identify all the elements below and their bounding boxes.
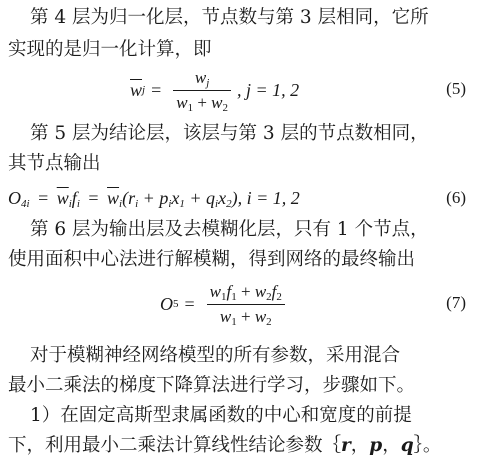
param-q: q xyxy=(400,435,414,456)
eq7-num-plus: + xyxy=(240,281,251,301)
eq7-num-f1: f xyxy=(226,281,232,301)
eq7-den-w1: w xyxy=(219,306,232,326)
eq5-number: (5) xyxy=(446,79,466,98)
p5-comma-1: ， xyxy=(350,435,370,456)
paragraph-3-line-2: 使用面积中心法进行解模糊，得到网络的最终输出 xyxy=(8,249,416,270)
eq6-o-sub: 4i xyxy=(21,198,30,210)
paragraph-2-line-1: 第 5 层为结论层，该层与第 3 层的节点数相同， xyxy=(30,123,429,144)
eq6-w1-sub: i xyxy=(68,198,72,210)
eq5-den-b: w xyxy=(211,92,223,112)
eq5-lhs: $\overline{w}$ xyxy=(130,79,143,100)
paragraph-5-line-1: 1）在固定高斯型隶属函数的中心和宽度的前提 xyxy=(30,405,412,426)
eq6-tail: ), i = 1, 2 xyxy=(231,188,300,208)
eq5-den-a-sub: 1 xyxy=(187,101,194,114)
paragraph-1-line-2: 实现的是归一化计算，即 xyxy=(8,39,212,60)
eq6-x2-sub: 2 xyxy=(226,198,232,210)
eq5-den-a: w xyxy=(176,92,188,112)
eq6-q: + q xyxy=(189,188,216,208)
eq5-num: w xyxy=(194,67,207,87)
equation-5: $\overline{w}$ j = $\frac{w_j}{w_1 + w_2}$ , j = 1, 2 (5) xyxy=(130,67,466,114)
paragraph-2-line-2: 其节点输出 xyxy=(8,153,101,174)
paragraph-3-line-1: 第 6 层为输出层及去模糊化层，只有 1 个节点， xyxy=(30,219,429,240)
param-p: p xyxy=(369,435,383,456)
eq7-num-f1-sub: 1 xyxy=(231,290,237,303)
paragraph-5-line-2 xyxy=(0,432,492,460)
eq7-den-plus: + xyxy=(240,306,251,326)
p5-line2-end: ｝。 xyxy=(413,435,442,456)
eq7-fraction xyxy=(207,282,285,327)
eq6-x2: x xyxy=(218,188,227,208)
eq6-o: O xyxy=(8,188,21,208)
paragraph-1-line-1: 第 4 层为归一化层，节点数与第 3 层相同，它所 xyxy=(30,7,429,28)
eq7-num-w1-sub: 1 xyxy=(221,290,227,303)
eq6-w1: $\overline{w}$ xyxy=(56,188,69,208)
eq6-number: (6) xyxy=(446,188,466,207)
eq6-x1: x xyxy=(171,188,180,208)
eq6-w2: $\overline{w}$ xyxy=(107,188,120,208)
eq6-w2-sub: i xyxy=(119,198,123,210)
eq7-number: (7) xyxy=(446,293,466,312)
paragraph-4-line-1: 对于模糊神经网络模型的所有参数，采用混合 xyxy=(30,345,401,366)
eq7-lhs: O xyxy=(160,293,173,314)
eq7-den-w1-sub: 1 xyxy=(231,315,237,328)
p5-line2-text: 下，利用最小二乘法计算线性结论参数｛ xyxy=(8,435,342,456)
equation-7: O 5 = $\frac{w_1f_1 + w_2f_2}{w_1 + w_2}$ (7) xyxy=(160,281,466,328)
eq6-x1-sub: 1 xyxy=(179,198,185,210)
eq7-equals: = xyxy=(184,293,195,314)
eq5-condition: , j = 1, 2 xyxy=(237,79,300,100)
eq5-den-plus: + xyxy=(197,92,207,112)
eq5-equals: = xyxy=(151,79,162,100)
param-r: r xyxy=(341,435,351,456)
eq7-num-w2-sub: 2 xyxy=(266,290,272,303)
p5-comma-2: ， xyxy=(382,435,401,456)
eq6-r-sub: i xyxy=(135,198,139,210)
eq7-den-w2-sub: 2 xyxy=(266,315,272,328)
eq6-p-sub: i xyxy=(168,198,172,210)
eq5-fraction xyxy=(173,68,231,113)
eq7-num-w1: w xyxy=(209,281,221,301)
eq7-num-f2: f xyxy=(271,281,277,301)
eq6-r: (r xyxy=(122,188,136,208)
eq6-f: f xyxy=(71,188,77,208)
eq6-p: + p xyxy=(142,188,169,208)
eq6-eq1: = xyxy=(38,188,49,208)
eq6-f-sub: i xyxy=(76,198,80,210)
eq7-den-w2: w xyxy=(254,306,267,326)
eq5-num-sub: j xyxy=(206,76,210,89)
eq6-q-sub: i xyxy=(215,198,219,210)
eq6-eq2: = xyxy=(88,188,99,208)
eq5-den-b-sub: 2 xyxy=(222,101,229,114)
paragraph-4-line-2: 最小二乘法的梯度下降算法进行学习，步骤如下。 xyxy=(8,375,416,396)
eq7-num-w2: w xyxy=(254,281,267,301)
eq7-num-f2-sub: 2 xyxy=(276,290,282,303)
